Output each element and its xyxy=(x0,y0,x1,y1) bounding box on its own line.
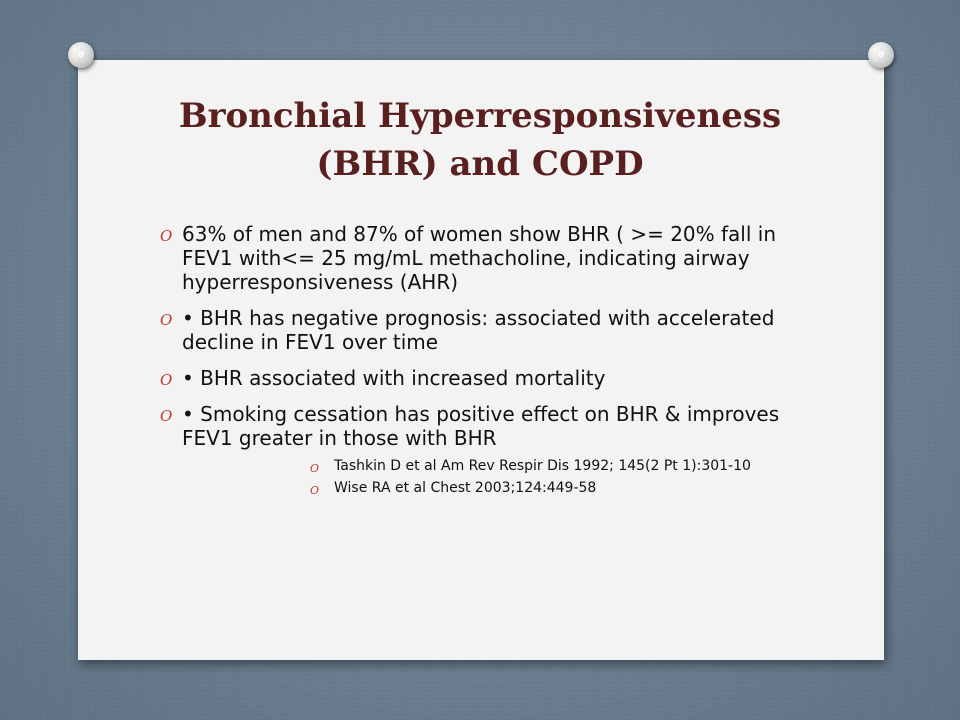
bullet-text: • Smoking cessation has positive effect on BHR & improves FEV1 greater in those with BHR xyxy=(182,402,780,450)
bullet-text: • BHR associated with increased mortality xyxy=(182,366,606,390)
bullet-item xyxy=(160,222,810,294)
bullet-item xyxy=(160,402,810,497)
bullet-item xyxy=(160,306,810,354)
reference-item xyxy=(310,458,810,475)
bullet-item xyxy=(160,366,810,390)
title-line-1: Bronchial Hyperresponsiveness xyxy=(178,96,782,136)
bullet-text: 63% of men and 87% of women show BHR ( >= 20% fall in FEV1 with<= 25 mg/mL methacholine, indicating airway hyperresponsiveness (AHR) xyxy=(182,222,777,294)
reference-marker-icon: O xyxy=(310,484,320,497)
reference-text: Tashkin D et al Am Rev Respir Dis 1992; 145(2 Pt 1):301-10 xyxy=(334,458,751,474)
slide-title xyxy=(80,92,880,188)
reference-text: Wise RA et al Chest 2003;124:449-58 xyxy=(334,480,597,496)
reference-list xyxy=(182,458,810,497)
bullet-text: • BHR has negative prognosis: associated with accelerated decline in FEV1 over time xyxy=(182,306,775,354)
reference-marker-icon: O xyxy=(310,462,320,475)
bullet-marker-icon: O xyxy=(160,311,173,329)
pushpin-left-icon xyxy=(68,42,94,68)
title-line-2: (BHR) and COPD xyxy=(316,144,644,184)
bullet-marker-icon: O xyxy=(160,371,173,389)
pushpin-right-icon xyxy=(868,42,894,68)
bullet-marker-icon: O xyxy=(160,227,173,245)
reference-item xyxy=(310,480,810,497)
bullet-marker-icon: O xyxy=(160,407,173,425)
bullet-list xyxy=(160,222,810,509)
